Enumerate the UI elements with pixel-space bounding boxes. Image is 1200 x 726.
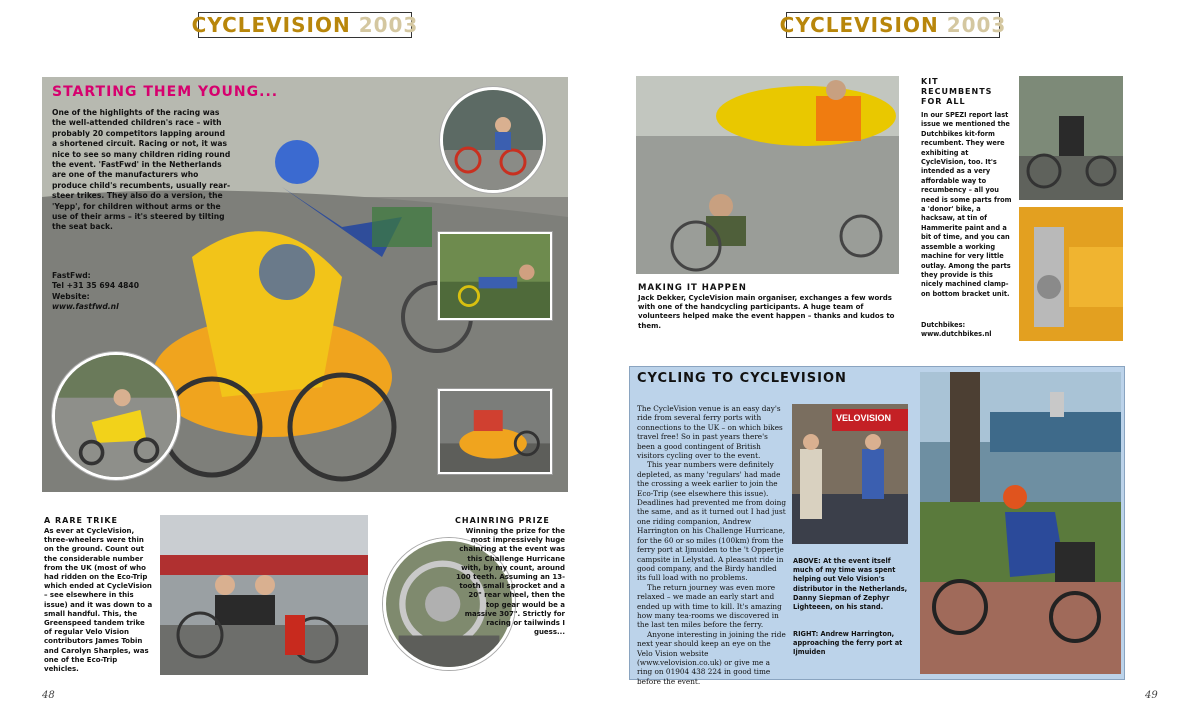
caption-right: RIGHT: Andrew Harrington, approaching the ferry port at Ijmuiden — [793, 630, 903, 657]
masthead-title: CYCLEVISION — [779, 13, 939, 37]
handcycle-photo — [636, 76, 899, 274]
cycling-para2: This year numbers were definitely depleted, as many 'regulars' had made the crossing a week earlier to join the Eco-Trip (see elsewhere this issue). Deadlines had prevented me from doing the same, and as it turned out I had just one riding companion, Andrew Harrington on his Challenge Hurricane, for the 60 or so miles (100km) from the ferry port at Ijmuiden to the 't Oppertje campsite in Lelystad. A pleasant ride in good company, and the Birdy handled its full load with no problems. — [637, 460, 786, 583]
inset-photo-middle — [438, 232, 552, 320]
caption-above: ABOVE: At the event itself much of my time was spent helping out Velo Vision's distributor in the Netherlands, Danny Siepman of Zephyr Lighteeen, on his stand. — [793, 557, 908, 612]
kit-contact-web: www.dutchbikes.nl — [921, 330, 992, 339]
page-number-left: 48 — [42, 690, 55, 701]
inset-circle-top — [440, 87, 546, 193]
masthead-year: 2003 — [946, 13, 1007, 37]
page-number-right: 49 — [1145, 690, 1158, 701]
cycling-para3: The return journey was even more relaxed – we made an early start and ended up with time to kill. It's amazing how many tea-rooms we discovered in the last ten miles before the ferry. — [637, 582, 782, 630]
kit-contact-label: Dutchbikes: — [921, 321, 966, 329]
ferry-port-photo — [920, 372, 1121, 674]
kit-bike-photo — [1019, 76, 1123, 200]
left-masthead — [191, 12, 419, 38]
making-body: Jack Dekker, CycleVision main organiser, exchanges a few words with one of the handcycling participants. A huge team of volunteers helped make the event happen – thanks and kudos to them. — [638, 294, 895, 330]
right-masthead — [779, 12, 1007, 38]
feature-body: One of the highlights of the racing was the well-attended children's race – with probably 20 competitors lapping around a shortened circuit. Racing or not, it was nice to see so many children riding round the event. 'FastFwd' in the Netherlands are one of the manufacturers who produce child's recumbents, usually rear-steer trikes. They also do a version, the 'Yepp', for children without arms or the use of their arms – it's steered by tilting the seat back. — [52, 108, 231, 232]
banner-text: VELOVISION — [836, 413, 892, 423]
cycling-body — [637, 404, 787, 686]
rare-trike-title: A RARE TRIKE — [44, 516, 118, 525]
contact-label: FastFwd: — [52, 271, 91, 280]
inset-photo-bottom-right — [438, 389, 552, 474]
cycling-para4: Anyone interesting in joining the ride next year should keep an eye on the Velo Vision website (www.velovision.co.uk) or give me a ring on 01904 438 224 in good time before the event. — [637, 629, 786, 686]
contact-web-label: Website: — [52, 291, 90, 301]
inset-circle-bottom — [52, 352, 180, 480]
tandem-trike-photo — [160, 515, 368, 675]
kit-contact — [921, 321, 1016, 340]
cycling-para1: The CycleVision venue is an easy day's ride from several ferry ports with connections to the UK – on which bikes travel free! So in past years there's been a good contingent of British visitors cycling over to the event. — [637, 404, 783, 461]
chainring-body: Winning the prize for the most impressively huge chainring at the event was this Challenge Hurricane with, by my count, around 100 teeth. Assuming an 13-tooth small sprocket and a 20" rear wheel, then the top gear would be a massive 307". Strictly for racing or tailwinds I guess... — [456, 527, 565, 637]
stand-photo — [792, 404, 908, 544]
rare-trike-body: As ever at CycleVision, three-wheelers were thin on the ground. Count out the considerable number from the UK (most of who had ridden on the Eco-Trip which ended at CycleVision – see elsewhere in this issue) and it was down to a small handful. This, the Greenspeed tandem trike of regular Velo Vision contributors James Tobin and Carolyn Sharples, was one of the Eco-Trip vehicles. — [44, 527, 153, 674]
cycling-title: CYCLING TO CYCLEVISION — [637, 371, 847, 386]
chainring-title: CHAINRING PRIZE — [455, 516, 550, 525]
kit-title — [921, 77, 992, 107]
kit-body: In our SPEZI report last issue we mentioned the Dutchbikes kit-form recumbent. They were exhibiting at CycleVision, too. It's intended as a very affordable way to recumbency – all you need is some parts from a 'donor' bike, a hacksaw, at tin of Hammerite paint and a bit of time, and you can assemble a working machine for very little outlay. Among the parts they provide is this nicely machined clamp-on bottom bracket unit. — [921, 111, 1012, 298]
kit-title-line2: RECUMBENTS — [921, 87, 993, 96]
masthead-year: 2003 — [358, 13, 419, 37]
contact-web: www.fastfwd.nl — [52, 302, 119, 312]
making-title: MAKING IT HAPPEN — [638, 283, 747, 293]
kit-title-line1: KIT — [921, 77, 939, 86]
feature-title: STARTING THEM YOUNG... — [52, 84, 279, 100]
masthead-title: CYCLEVISION — [191, 13, 351, 37]
contact-tel: Tel +31 35 694 4840 — [52, 281, 139, 291]
kit-title-line3: FOR ALL — [921, 97, 966, 106]
feature-contact — [52, 271, 172, 313]
bottom-bracket-photo — [1019, 207, 1123, 341]
